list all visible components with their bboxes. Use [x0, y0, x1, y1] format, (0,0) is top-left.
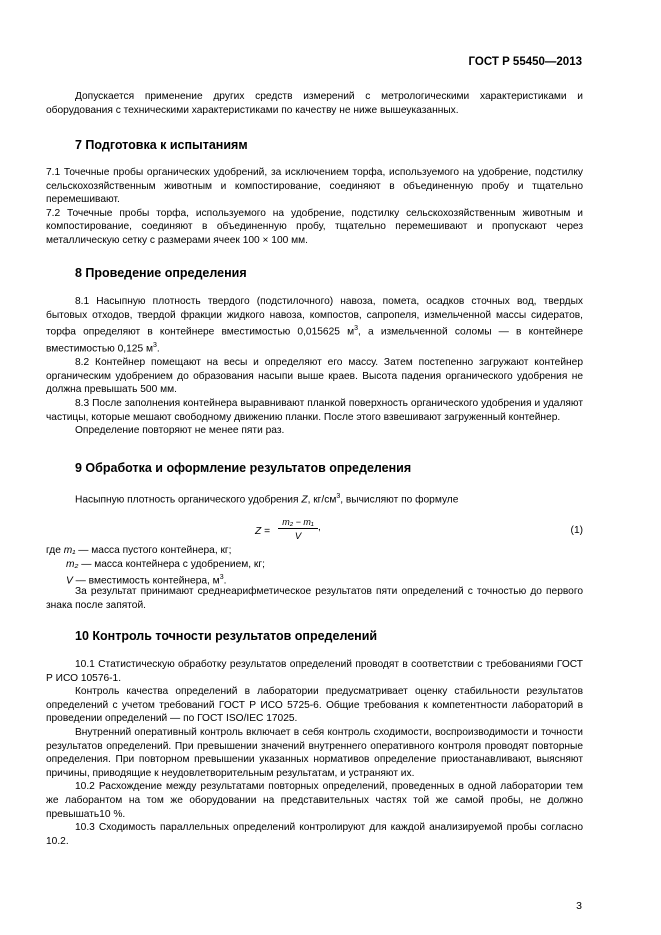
m2-desc: — масса контейнера с удобрением, кг; [78, 558, 265, 570]
s10-p1: 10.1 Статистическую обработку результатов определений проводят в соответствии с требованиями ГОСТ Р ИСО 10576-1. [46, 659, 583, 684]
sup-3: 3 [336, 493, 341, 500]
s7-p2: 7.2 Точечные пробы торфа, используемого на удобрение, подстилку сельскохозяйственным животным и компостирование, соединяют в объединенную пробу, тщательно перемешивают и пропускают через металлическую сетку с размерами ячеек 100 × 100 мм. [46, 207, 583, 246]
document-code: ГОСТ Р 55450—2013 [468, 56, 582, 68]
s7-p1: 7.1 Точечные пробы органических удобрений, за исключением торфа, используемого на удобрение, подстилку сельскохозяйственным животным и компостирование, соединяют в объединенную пробу и тщательно перемешивают. [46, 167, 583, 206]
section-10-body [46, 658, 583, 848]
formula-numerator: m₂ − m₁ [278, 516, 318, 529]
section-7-title: 7 Подготовка к испытаниям [75, 138, 248, 152]
intro-paragraph [46, 90, 583, 117]
s8-p3: 8.3 После заполнения контейнера выравнивают планкой поверхность органического удобрения и удаляют частицы, которые мешают свободному движению планки. После этого взвешивают загруженный контейнер. [46, 397, 583, 423]
legend-m2 [46, 558, 583, 572]
formula-lhs: Z = [255, 526, 271, 537]
m1-symbol: m₁ [63, 545, 76, 556]
s8-p1-b: , а измельченной соломы — в контейнере вместимостью 0,125 м [46, 326, 583, 355]
v-symbol: V [66, 575, 73, 587]
s9-p2: За результат принимают среднеарифметическое результатов пяти определений с точностью до первого знака после запятой. [46, 586, 583, 611]
s8-p1: 8.1 Насыпную плотность твердого (подстилочного) навоза, помета, осадков сточных вод, твердых бытовых отходов, твердой фракции жидкого навоза, компостов, сапропеля, измельченной массы сидератов, торфа определяют в контейнере вместимостью 0,015625 $м^3$, а измельченной соломы — в контейнере вместимостью 0,125 $м^3$. [46, 296, 583, 355]
section-9-intro [46, 490, 583, 507]
s9-p1-c: , вычисляют по формуле [340, 494, 459, 506]
s9-p1 [46, 490, 583, 507]
legend-v: V — вместимость контейнера, $м^3$. [66, 574, 227, 587]
s8-p1-a: 8.1 Насыпную плотность твердого (подстилочного) навоза, помета, осадков сточных вод, твердых бытовых отходов, твердой фракции жидкого навоза, компостов, сапропеля, измельченной массы сидератов, торфа определяют в контейнере вместимостью 0,015625 м [46, 296, 583, 338]
section-7-body [46, 166, 583, 248]
formula-number: (1) [570, 525, 583, 536]
sup-3: 3 [152, 342, 157, 350]
m2-symbol: m₂ [66, 558, 79, 570]
sup-3: 3 [219, 574, 224, 582]
m1-desc: — масса пустого контейнера, кг; [75, 545, 232, 556]
s9-p1-b: , кг/см [307, 494, 337, 506]
s10-p4: 10.2 Расхождение между результатами повторных определений, проведенных в одной лаборатории тем же лаборантом на том же оборудовании на представительных частях той же самой пробы, не должно превышать10 %. [46, 781, 583, 820]
s10-p3: Внутренний оперативный контроль включает в себя контроль сходимости, воспроизводимости и точности результатов определений. При превышении значений внутреннего оперативного контроля проводят повторные определения. При повторном превышении указанных нормативов определение приостанавливают, выясняют причины, приводящие к неудовлетворительным результатам, и устраняют их. [46, 726, 583, 779]
where-label: где [46, 545, 61, 556]
formula-legend [46, 544, 583, 588]
s8-p4: Определение повторяют не менее пяти раз. [75, 425, 285, 437]
var-z: Z [301, 494, 308, 506]
page-number: 3 [576, 900, 582, 912]
v-desc: — вместимость контейнера, м [72, 575, 220, 587]
formula-1: Z = m₂ − m₁ V , (1) [255, 517, 583, 542]
section-8-body [46, 295, 583, 438]
sup-3: 3 [354, 325, 358, 333]
formula-denominator: V [294, 531, 302, 542]
section-9-title: 9 Обработка и оформление результатов определения [75, 461, 412, 475]
section-9-result [46, 585, 583, 612]
intro-text [46, 90, 583, 117]
s10-p5: 10.3 Сходимость параллельных определений контролируют для каждой анализируемой пробы согласно 10.2. [46, 822, 583, 847]
intro-text-span: Допускается применение других средств измерений с метрологическими характеристиками и оборудования с техническими характеристиками по качеству не ниже вышеуказанных. [46, 91, 583, 116]
section-8-title: 8 Проведение определения [75, 266, 247, 280]
section-10-title: 10 Контроль точности результатов определений [75, 629, 378, 643]
s8-p2: 8.2 Контейнер помещают на весы и определяют его массу. Затем постепенно загружают контейнер органическим удобрением до образования насыпи выше краев. Высота падения органического удобрения не должна превышать 500 мм. [46, 357, 583, 396]
s9-p1-a: Насыпную плотность органического удобрения [75, 494, 302, 506]
s10-p2: Контроль качества определений в лаборатории предусматривает оценку стабильности результатов определений с учетом требований ГОСТ Р ИСО 5725-6. Общие требования к компетентности лабораторий в проведении определений — по ГОСТ ISO/IEC 17025. [46, 686, 583, 725]
legend-m1 [46, 544, 583, 558]
